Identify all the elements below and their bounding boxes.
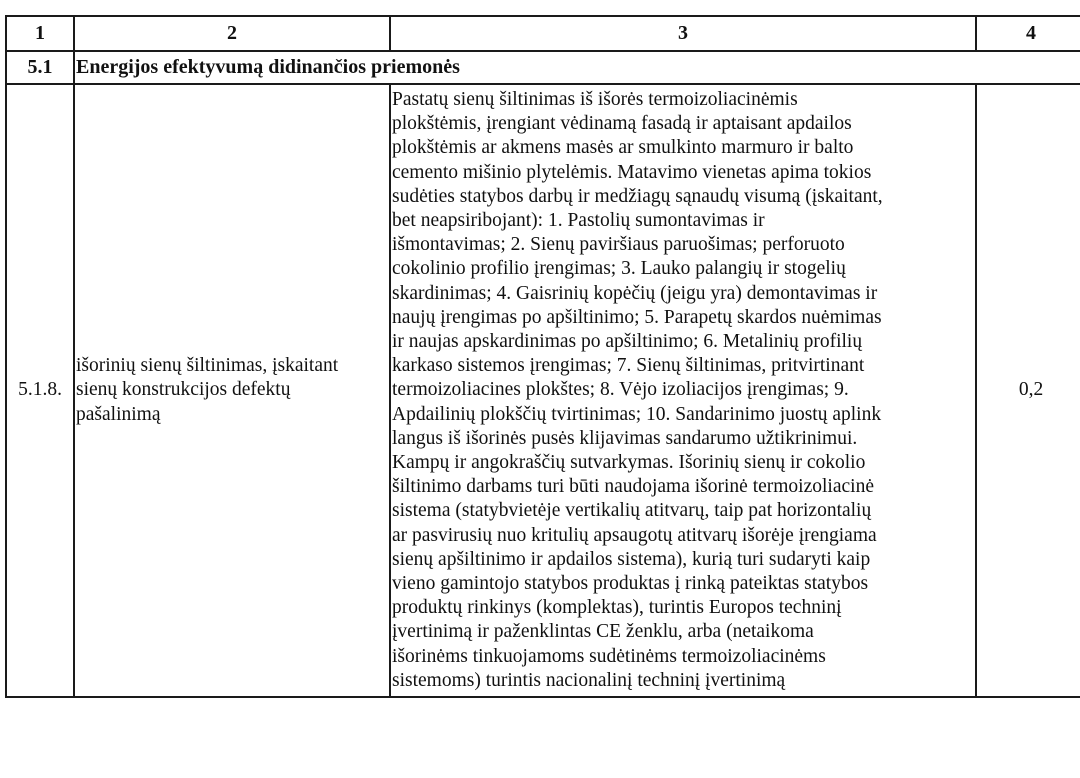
description-line: termoizoliacines plokštes; 8. Vėjo izoliacijos įrengimas; 9. [392,379,849,401]
description-line: Apdailinių plokščių tvirtinimas; 10. Sandarinimo juostų aplink [392,403,882,425]
section-title: Energijos efektyvumą didinančios priemonės [74,51,1080,84]
description-line: plokštėmis ar akmens masės ar smulkinto marmuro ir balto [392,137,854,159]
column-header-1: 1 [6,16,74,51]
column-header-3: 3 [390,16,976,51]
description-line: ar pasvirusių nuo kritulių apsaugotų atitvarų išorėje įrengiama [392,524,877,546]
description-line: sienų apšiltinimo ir apdailos sistema), kurią turi sudaryti kaip [392,548,871,570]
section-row [6,51,1080,84]
description-line: sistema (statybvietėje vertikalių atitvarų, taip pat horizontalių [392,500,872,522]
description-line: ir naujas apskardinimas po apšiltinimo; 6. Metalinių profilių [392,331,863,353]
description-line: cokolinio profilio įrengimas; 3. Lauko palangių ir stogelių [392,258,846,280]
measure-name-line: sienų konstrukcijos defektų [76,379,291,401]
section-number: 5.1 [6,51,74,84]
column-header-4: 4 [976,16,1080,51]
description-line: produktų rinkinys (komplektas), turintis Europos techninį [392,597,842,619]
description-line: plokštėmis, įrengiant vėdinamą fasadą ir aptaisant apdailos [392,113,852,135]
description-line: šiltinimo darbams turi būti naudojama išorinė termoizoliacinė [392,476,874,498]
row-number: 5.1.8. [6,84,74,697]
measure-name-line: pašalinimą [76,403,161,425]
description-line: bet neapsiribojant): 1. Pastolių sumontavimas ir [392,210,765,232]
description-line: karkaso sistemos įrengimas; 7. Sienų šiltinimas, pritvirtinant [392,355,865,377]
description-line: langus iš išorinės pusės klijavimas sandarumo užtikrinimui. [392,427,858,449]
row-measure-name [74,84,390,697]
description-line: Kampų ir angokraščių sutvarkymas. Išorinių sienų ir cokolio [392,452,866,474]
description-line: skardinimas; 4. Gaisrinių kopėčių (jeigu yra) demontavimas ir [392,282,878,304]
description-line: išorinėms tinkuojamoms sudėtinėms termoizoliacinėms [392,645,826,667]
description-line: naujų įrengimas po apšiltinimo; 5. Parapetų skardos nuėmimas [392,306,882,328]
document-table [5,15,1080,698]
column-number-header-row [6,16,1080,51]
description-line: įvertinimą ir paženklintas CE ženklu, arba (netaikoma [392,621,814,643]
description-line: sistemoms) turintis nacionalinį techninį įvertinimą [392,669,786,691]
description-line: sudėties statybos darbų ir medžiagų sąnaudų visumą (įskaitant, [392,185,883,207]
table-row [6,84,1080,697]
column-header-2: 2 [74,16,390,51]
row-value: 0,2 [976,84,1080,697]
measure-name-line: išorinių sienų šiltinimas, įskaitant [76,355,339,377]
row-description [390,84,976,697]
description-line: vieno gamintojo statybos produktas į rinką pateiktas statybos [392,573,869,595]
description-line: Pastatų sienų šiltinimas iš išorės termoizoliacinėmis [392,89,798,110]
description-line: išmontavimas; 2. Sienų paviršiaus paruošimas; perforuoto [392,234,845,256]
description-line: cemento mišinio plytelėmis. Matavimo vienetas apima tokios [392,161,872,183]
